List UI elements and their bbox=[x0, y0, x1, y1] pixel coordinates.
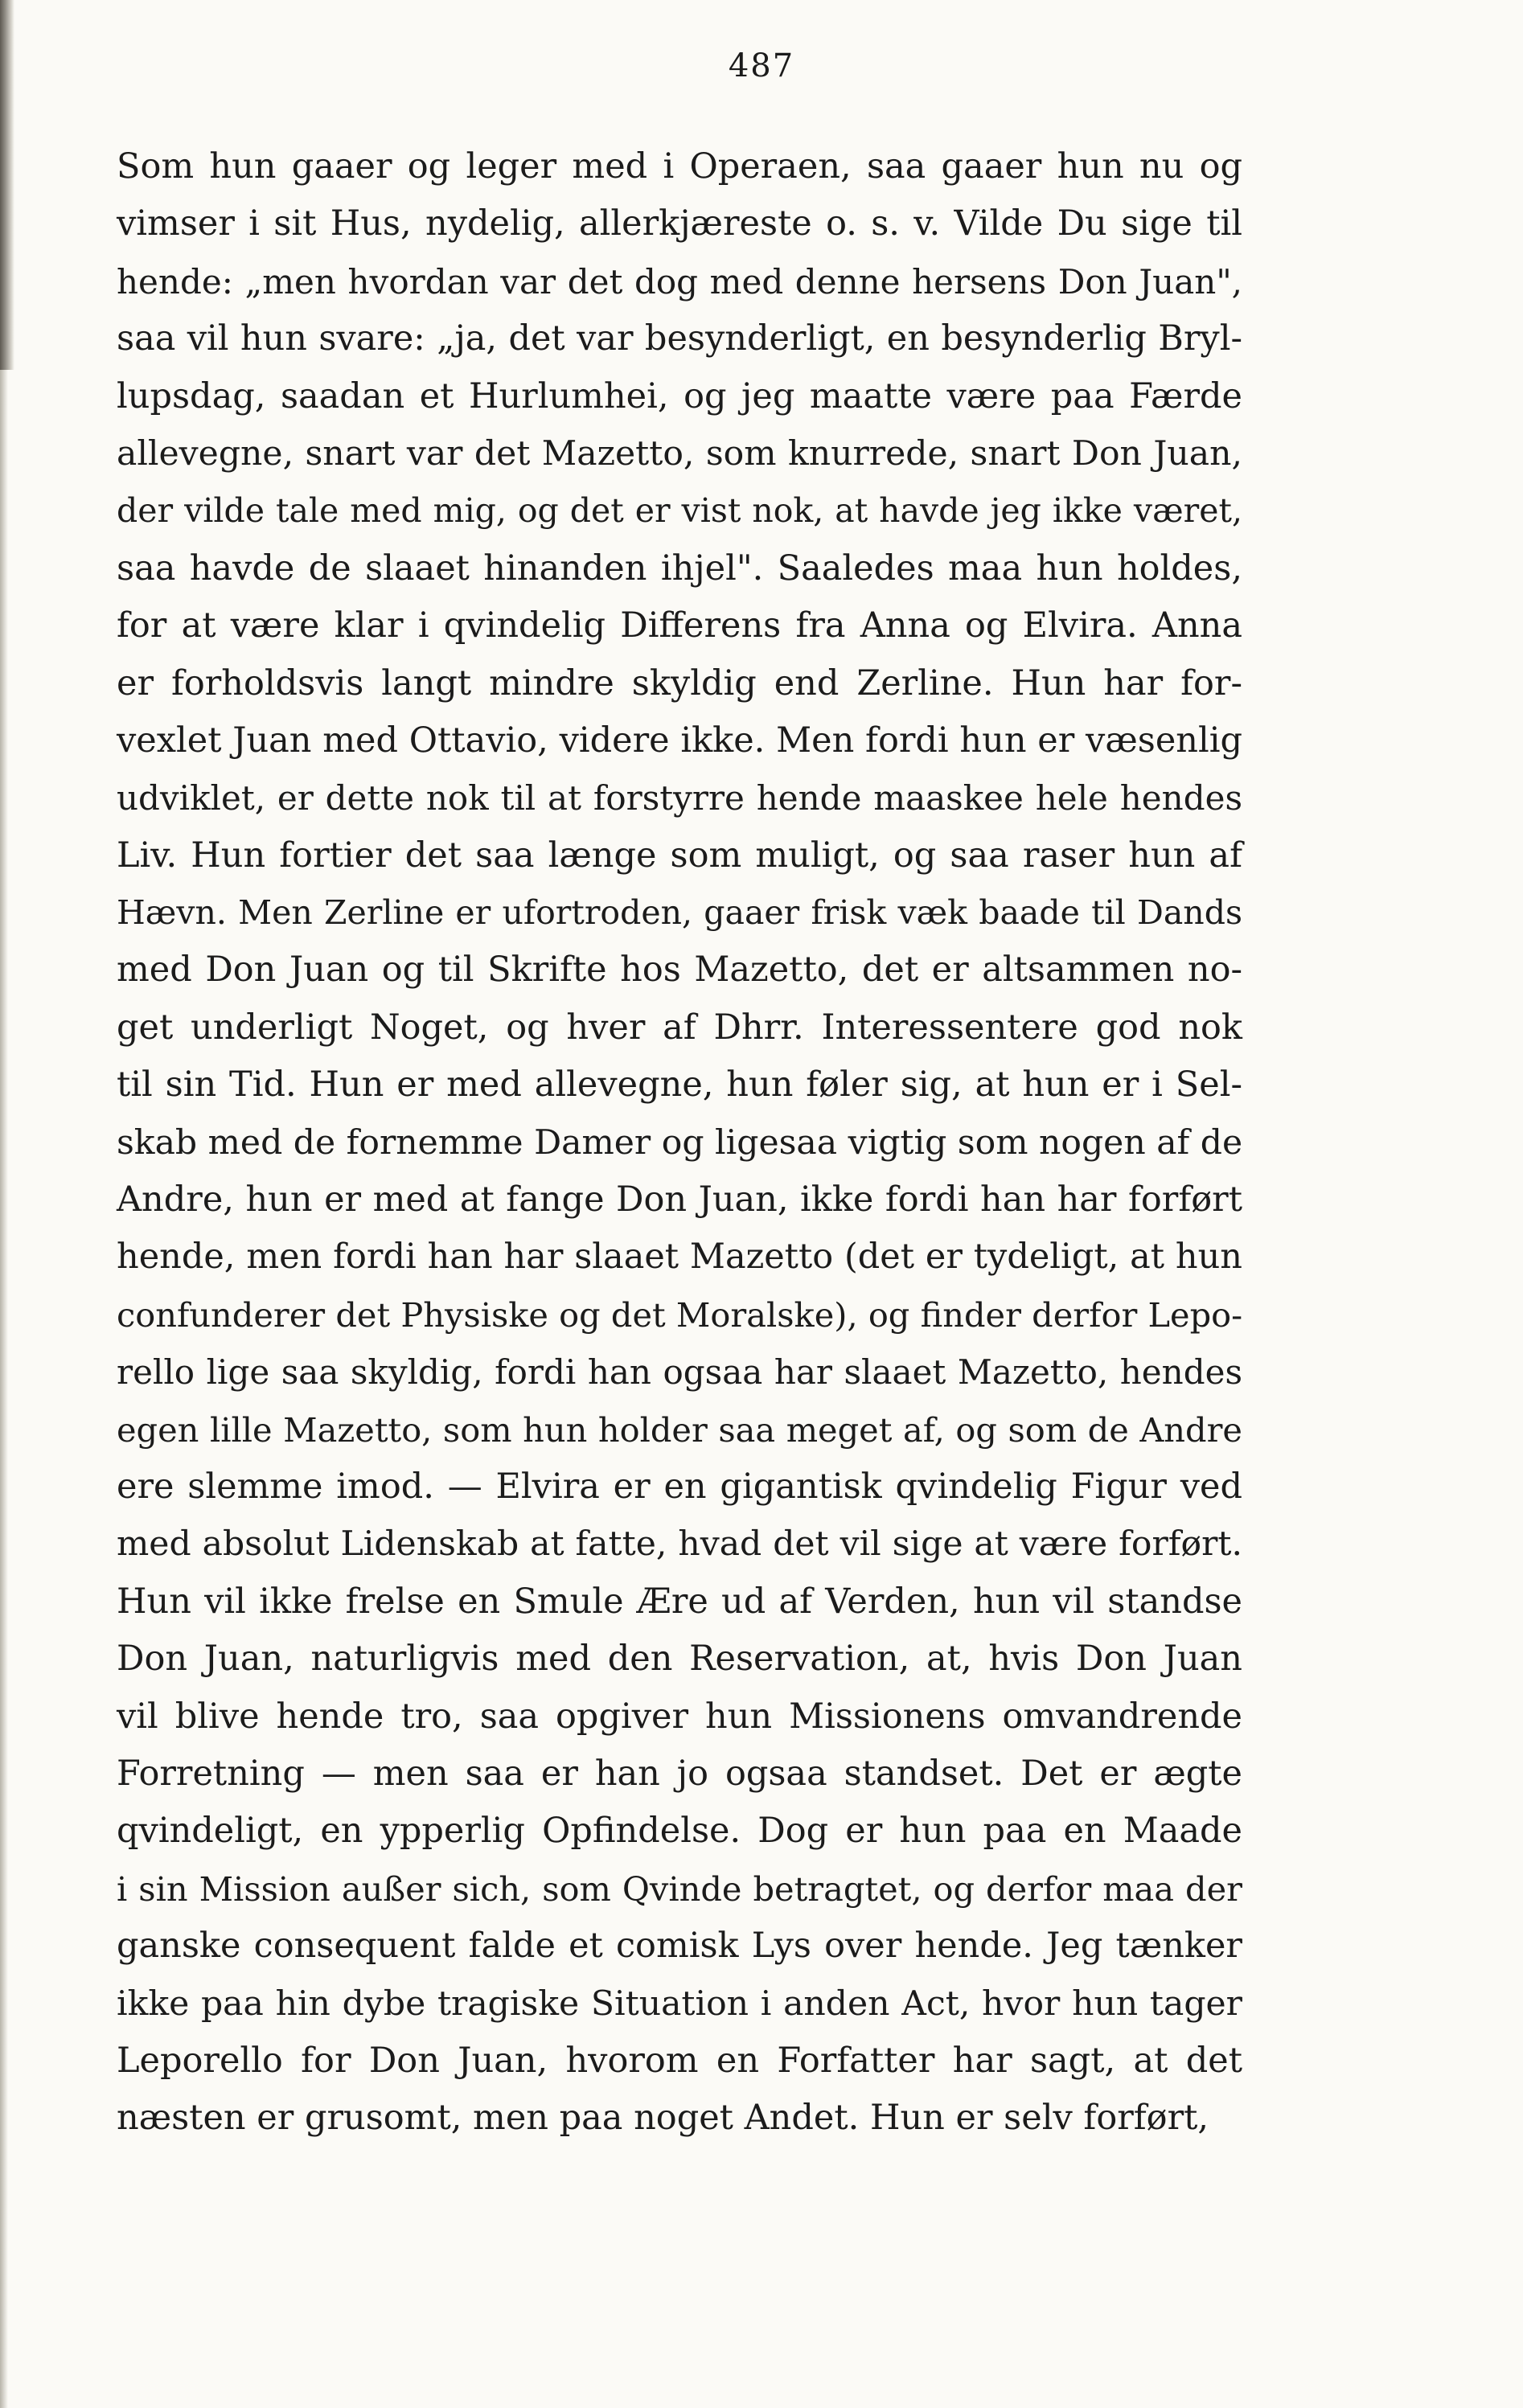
text-line: næsten er grusomt, men paa noget Andet. Hun er selv forført, bbox=[117, 2098, 1209, 2139]
text-line: ikke paa hin dybe tragiske Situation i anden Act, hvor hun tager bbox=[117, 1983, 1242, 2024]
text-line: Leporello for Don Juan, hvorom en Forfatter har sagt, at det bbox=[117, 2040, 1242, 2081]
text-line: saa vil hun svare: „ja, det var besynderligt, en besynderlig Bryl- bbox=[117, 318, 1242, 359]
text-line: for at være klar i qvindelig Differens fra Anna og Elvira. Anna bbox=[117, 605, 1242, 646]
text-line: med Don Juan og til Skrifte hos Mazetto, det er altsammen no- bbox=[117, 950, 1242, 991]
text-line: egen lille Mazetto, som hun holder saa meget af, og som de Andre bbox=[117, 1409, 1242, 1450]
text-line: Forretning — men saa er han jo ogsaa standset. Det er ægte bbox=[117, 1753, 1242, 1794]
text-line: allevegne, snart var det Mazetto, som knurrede, snart Don Juan, bbox=[117, 433, 1242, 474]
text-line: hende: „men hvordan var det dog med denne hersens Don Juan", bbox=[117, 261, 1242, 302]
text-line: i sin Mission außer sich, som Qvinde betragtet, og derfor maa der bbox=[117, 1869, 1242, 1909]
text-line: lupsdag, saadan et Hurlumhei, og jeg maatte være paa Færde bbox=[117, 375, 1242, 416]
text-line: qvindeligt, en ypperlig Opfindelse. Dog er hun paa en Maade bbox=[117, 1811, 1242, 1852]
page-edge-shadow-lower bbox=[0, 370, 8, 2408]
text-line: ere slemme imod. — Elvira er en gigantisk qvindelig Figur ved bbox=[117, 1466, 1242, 1507]
text-line: er forholdsvis langt mindre skyldig end Zerline. Hun har for- bbox=[117, 663, 1242, 704]
text-line: saa havde de slaaet hinanden ihjel". Saaledes maa hun holdes, bbox=[117, 548, 1242, 589]
text-line: Andre, hun er med at fange Don Juan, ikke fordi han har forført bbox=[117, 1179, 1242, 1220]
text-line: Liv. Hun fortier det saa længe som muligt, og saa raser hun af bbox=[117, 835, 1242, 876]
text-line: med absolut Lidenskab at fatte, hvad det vil sige at være forført. bbox=[117, 1524, 1242, 1565]
text-line: skab med de fornemme Damer og ligesaa vigtig som nogen af de bbox=[117, 1122, 1243, 1163]
body-text bbox=[117, 138, 1242, 2148]
text-line: vexlet Juan med Ottavio, videre ikke. Men fordi hun er væsenlig bbox=[117, 720, 1242, 761]
page-number: 487 bbox=[728, 47, 795, 84]
text-line: hende, men fordi han har slaaet Mazetto (det er tydeligt, at hun bbox=[117, 1237, 1242, 1278]
text-line: vimser i sit Hus, nydelig, allerkjæreste o. s. v. Vilde Du sige til bbox=[117, 203, 1242, 244]
text-line: get underligt Noget, og hver af Dhrr. Interessentere god nok bbox=[117, 1007, 1242, 1048]
text-line: Hun vil ikke frelse en Smule Ære ud af Verden, hun vil standse bbox=[117, 1581, 1242, 1622]
text-line: confunderer det Physiske og det Moralske), og finder derfor Lepo- bbox=[117, 1294, 1243, 1335]
text-line: Hævn. Men Zerline er ufortroden, gaaer frisk væk baade til Dands bbox=[117, 893, 1242, 933]
text-line: udviklet, er dette nok til at forstyrre hende maaskee hele hendes bbox=[117, 778, 1242, 818]
text-line: vil blive hende tro, saa opgiver hun Missionens omvandrende bbox=[117, 1696, 1242, 1737]
text-line: til sin Tid. Hun er med allevegne, hun føler sig, at hun er i Sel- bbox=[117, 1065, 1242, 1106]
text-line: ganske consequent falde et comisk Lys over hende. Jeg tænker bbox=[117, 1926, 1242, 1967]
text-line: der vilde tale med mig, og det er vist nok, at havde jeg ikke været, bbox=[117, 491, 1242, 531]
text-line: Don Juan, naturligvis med den Reservation, at, hvis Don Juan bbox=[117, 1639, 1242, 1680]
text-line: Som hun gaaer og leger med i Operaen, saa gaaer hun nu og bbox=[117, 146, 1242, 187]
text-line: rello lige saa skyldig, fordi han ogsaa har slaaet Mazetto, hendes bbox=[117, 1352, 1242, 1393]
